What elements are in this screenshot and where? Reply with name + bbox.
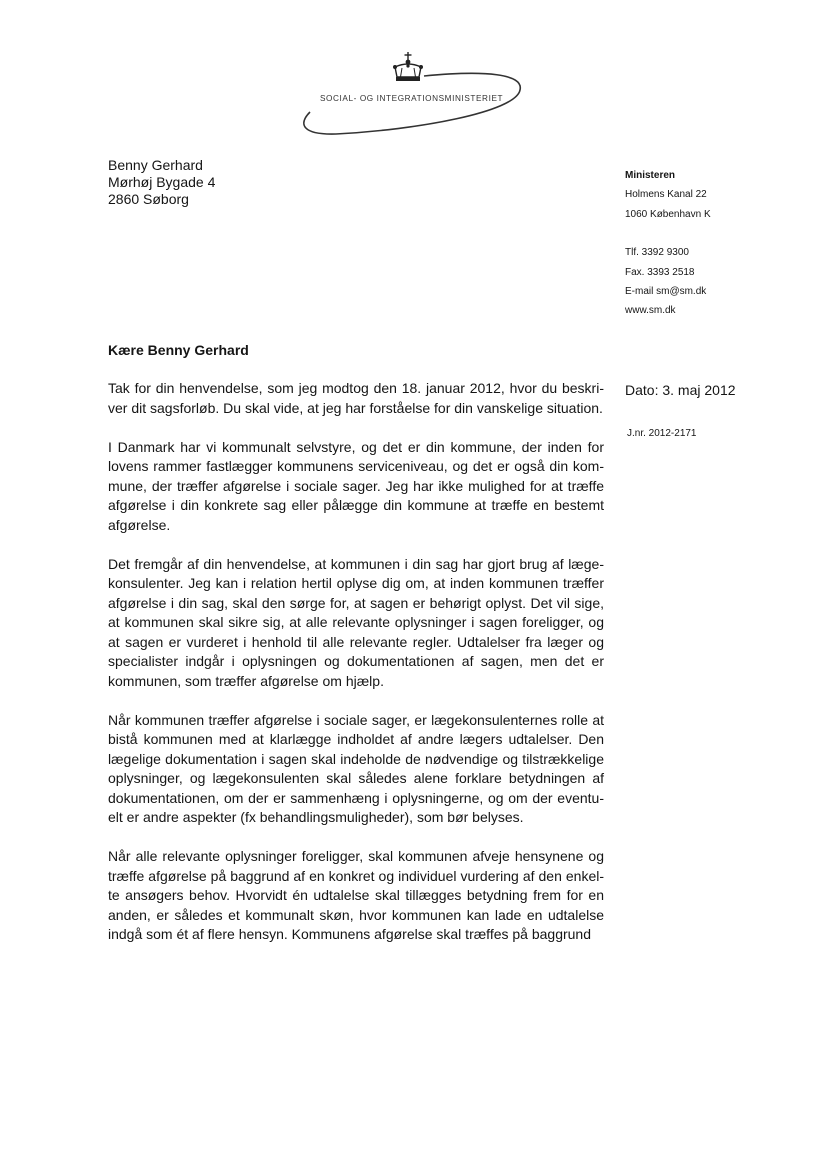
- sender-phone: Tlf. 3392 9300: [625, 247, 689, 259]
- sender-spacer: [625, 224, 711, 243]
- paragraph: I Danmark har vi kommunalt selvstyre, og det er din kommune, der inden for lovens rammer fastlægger kommunens serviceniveau, og det er også din kom-mune, der træffer afgørelse i sociale sager. Jeg har ikke mulighed for at træffe afgørelse i din konkrete sag eller pålægge din kommune at træffe en bestemt afgørelse.: [108, 438, 604, 533]
- recipient-name: Benny Gerhard: [108, 157, 203, 173]
- journal-number: J.nr. 2012-2171: [627, 428, 697, 439]
- crown-icon: [393, 52, 423, 81]
- sender-street: Holmens Kanal 22: [625, 189, 707, 201]
- paragraph: Tak for din henvendelse, som jeg modtog den 18. januar 2012, hvor du beskri-ver dit sagsforløb. Du skal vide, at jeg har forståelse for din vanskelige situation.: [108, 380, 604, 416]
- sender-email: E-mail sm@sm.dk: [625, 286, 707, 298]
- ministry-name: SOCIAL- OG INTEGRATIONSMINISTERIET: [320, 94, 504, 103]
- sender-block: [625, 166, 711, 321]
- paragraph: Det fremgår af din henvendelse, at kommunen i din sag har gjort brug af læge-konsulenter. Jeg kan i relation hertil oplyse dig om, at inden kommunen træffer afgørelse i din sag, skal den sørge for, at sagen er behørigt oplyst. Det vil sige, at kommunen skal sikre sig, at alle relevante oplysninger i sagen foreligger, og at sagen er vurderet i henhold til alle relevante regler. Udtalelser fra læger og specialister indgår i oplysningen og dokumentationen af sagen, men det er kommunen, som træffer afgørelse om hjælp.: [108, 555, 604, 689]
- paragraph: Når kommunen træffer afgørelse i sociale sager, er lægekonsulenternes rolle at bistå kommunen med at klarlægge indholdet af andre lægers udtalelser. Den lægelige dokumentation i sagen skal indeholde de nødvendige og tilstrækkelige oplysninger, og lægekonsulenten skal således alene forklare betydningen af dokumentationen, om der er sammenhæng i oplysningerne, og om der eventu-elt er andre aspekter (fx behandlingsmuligheder), som bør belyses.: [108, 711, 604, 825]
- sender-fax: Fax. 3393 2518: [625, 266, 695, 278]
- recipient-city: 2860 Søborg: [108, 191, 189, 207]
- recipient-street: Mørhøj Bygade 4: [108, 174, 216, 190]
- sender-title: Ministeren: [625, 170, 676, 181]
- recipient-address: [108, 157, 215, 208]
- salutation: Kære Benny Gerhard: [108, 342, 249, 358]
- letter-body: [108, 379, 604, 945]
- ministry-logo: [296, 50, 528, 142]
- paragraph: Når alle relevante oplysninger foreligger, skal kommunen afveje hensynene og træffe afgørelse på baggrund af en konkret og individuel vurdering af den enkel-te ansøgers behov. Hvorvidt én udtalelse skal tillægges betydning frem for en anden, er således et kommunalt skøn, hvor kommunen kan lade en udtalelse indgå som ét af flere hensyn. Kommunens afgørelse skal træffes på baggrund: [108, 848, 604, 942]
- letter-date: Dato: 3. maj 2012: [625, 382, 736, 398]
- sender-city: 1060 København K: [625, 208, 711, 220]
- sender-web: www.sm.dk: [625, 305, 676, 317]
